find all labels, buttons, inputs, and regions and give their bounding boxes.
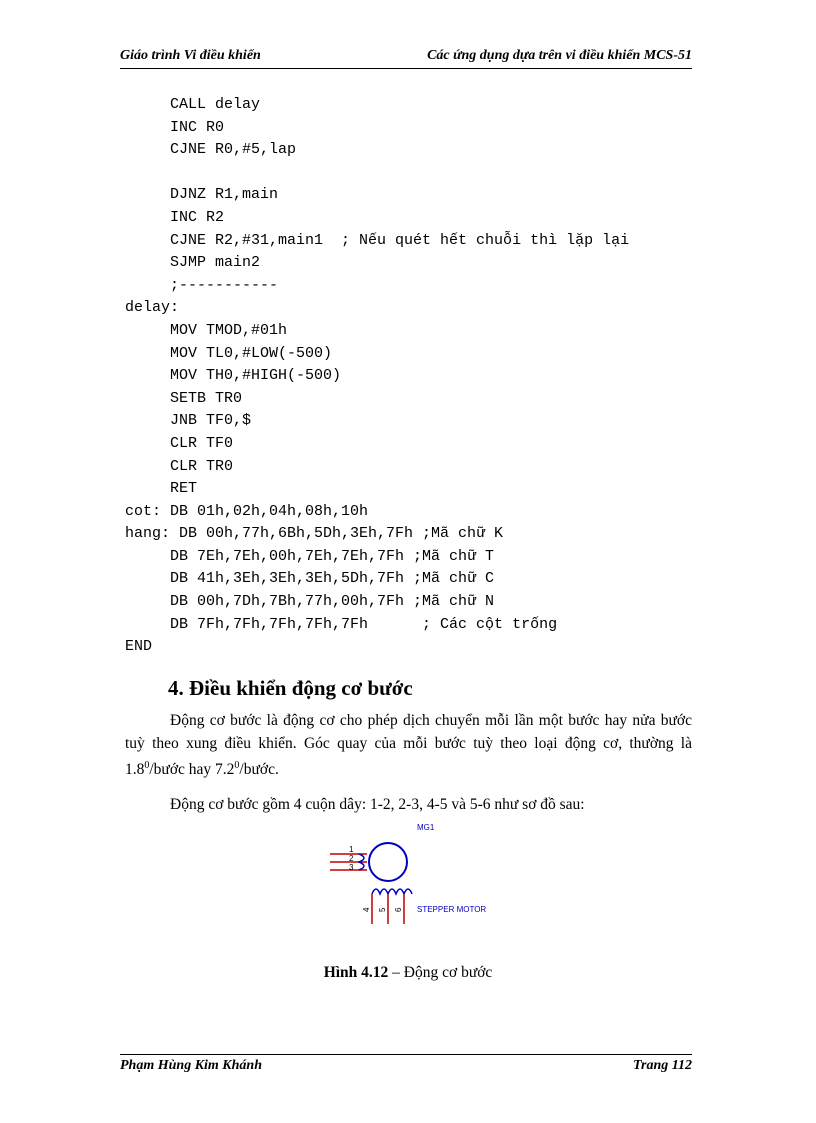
code-line: RET (125, 480, 198, 498)
code-line: CJNE R0,#5,lap (125, 141, 297, 159)
paragraph-text-a: Động cơ bước là động cơ cho phép dịch chuyển mỗi lần một bước hay nửa bước tuỳ theo xung điều khiển. Góc quay của mỗi bước tuỳ theo loại động cơ, thường là 1.8 (125, 712, 692, 779)
motor-ref-label: MG1 (417, 823, 435, 832)
header-book-title: Giáo trình Vi điều khiển (120, 48, 261, 63)
motor-type-label: STEPPER MOTOR (417, 905, 487, 914)
footer-page-number: Trang 112 (633, 1058, 692, 1073)
footer-author: Phạm Hùng Kim Khánh (120, 1058, 263, 1073)
pin-label-5: 5 (378, 907, 387, 912)
section-heading: 4. Điều khiển động cơ bước (168, 676, 413, 700)
degree-sup-1: 0 (144, 760, 150, 771)
code-line: DB 7Fh,7Fh,7Fh,7Fh,7Fh ; Các cột trống (125, 615, 558, 633)
code-line: DB 00h,7Dh,7Bh,77h,00h,7Fh ;Mã chữ N (125, 593, 495, 611)
header-rule (120, 68, 692, 69)
code-line: SJMP main2 (125, 254, 261, 272)
pin-label-2: 2 (349, 854, 354, 863)
page-header (120, 46, 692, 68)
code-line: DB 41h,3Eh,3Eh,3Eh,5Dh,7Fh ;Mã chữ C (125, 570, 495, 588)
code-listing (125, 94, 629, 659)
code-line: MOV TL0,#LOW(-500) (125, 344, 333, 362)
code-line: CLR TF0 (125, 434, 234, 452)
pin-label-3: 3 (349, 863, 354, 872)
stepper-motor-diagram (325, 818, 525, 930)
code-line: DB 7Eh,7Eh,00h,7Eh,7Eh,7Fh ;Mã chữ T (125, 547, 495, 565)
code-line: DJNZ R1,main (125, 186, 279, 204)
motor-rotor-circle (369, 843, 407, 881)
pin-label-1: 1 (349, 845, 354, 854)
pin-label-4: 4 (362, 907, 371, 912)
code-line: MOV TMOD,#01h (125, 321, 288, 339)
header-chapter-title: Các ứng dụng dựa trên vi điều khiển MCS-51 (427, 48, 692, 63)
paragraph-coils (125, 794, 692, 817)
code-line: ;----------- (125, 276, 279, 294)
paragraph-coils-text: Động cơ bước gồm 4 cuộn dây: 1-2, 2-3, 4-5 và 5-6 như sơ đồ sau: (170, 796, 585, 813)
code-line (125, 162, 629, 185)
code-line: INC R2 (125, 208, 225, 226)
coil-bottom (372, 889, 412, 894)
code-line: MOV TH0,#HIGH(-500) (125, 367, 342, 385)
code-line: END (125, 638, 153, 656)
code-line: CLR TR0 (125, 457, 234, 475)
pin-label-6: 6 (394, 907, 403, 912)
caption-number: Hình 4.12 (323, 964, 389, 981)
code-line: JNB TF0,$ (125, 412, 252, 430)
paragraph-stepper-intro (125, 710, 692, 782)
footer-rule (120, 1054, 692, 1055)
paragraph-text-c: /bước. (239, 761, 279, 779)
figure-caption (0, 964, 816, 982)
paragraph-text-b: /bước hay 7.2 (149, 761, 235, 779)
code-line: hang: DB 00h,77h,6Bh,5Dh,3Eh,7Fh ;Mã chữ K (125, 525, 504, 543)
code-line: cot: DB 01h,02h,04h,08h,10h (125, 502, 369, 520)
code-line: SETB TR0 (125, 389, 243, 407)
degree-sup-2: 0 (234, 760, 240, 771)
code-line: INC R0 (125, 118, 225, 136)
code-line: CALL delay (125, 96, 261, 113)
code-line: CJNE R2,#31,main1 ; Nếu quét hết chuỗi thì lặp lại (125, 231, 630, 249)
caption-text: – Động cơ bước (388, 964, 493, 981)
code-line: delay: (125, 299, 180, 317)
